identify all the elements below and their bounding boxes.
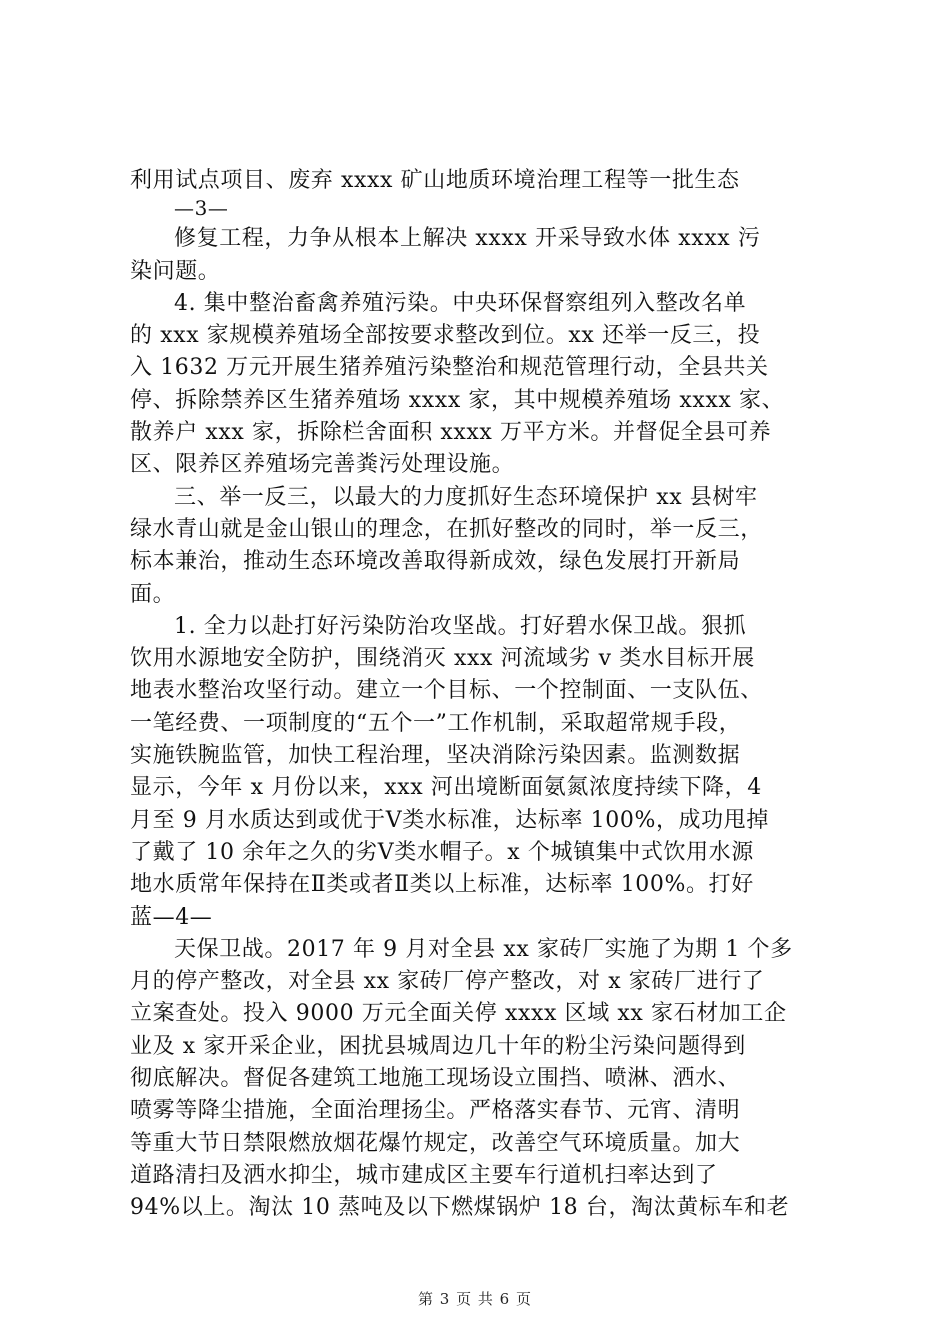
text-line: 道路清扫及洒水抑尘，城市建成区主要车行道机扫率达到了 (130, 1162, 718, 1188)
text-line: 标本兼治，推动生态环境改善取得新成效，绿色发展打开新局 (130, 549, 741, 575)
text-line: 喷雾等降尘措施，全面治理扬尘。严格落实春节、元宵、清明 (130, 1098, 741, 1124)
text-line: 彻底解决。督促各建筑工地施工现场设立围挡、喷淋、洒水、 (130, 1066, 741, 1092)
paragraph-start-line: 4. 集中整治畜禽养殖污染。中央环保督察组列入整改名单 (174, 290, 747, 316)
page-footer: 第 3 页 共 6 页 (418, 1290, 532, 1308)
paragraph-start-line: 1. 全力以赴打好污染防治攻坚战。打好碧水保卫战。狠抓 (174, 613, 747, 639)
text-line: 入 1632 万元开展生猪养殖污染整治和规范管理行动，全县共关 (130, 355, 769, 381)
text-line: 94%以上。淘汰 10 蒸吨及以下燃煤锅炉 18 台，淘汰黄标车和老 (130, 1195, 790, 1221)
text-line: 区、限养区养殖场完善粪污处理设施。 (130, 452, 515, 478)
text-line: 地水质常年保持在Ⅱ类或者Ⅱ类以上标准，达标率 100%。打好 (130, 872, 754, 898)
text-line: 地表水整治攻坚行动。建立一个目标、一个控制面、一支队伍、 (130, 678, 763, 704)
text-line: 了戴了 10 余年之久的劣Ⅴ类水帽子。x 个城镇集中式饮用水源 (130, 839, 754, 865)
text-line: 一笔经费、一项制度的“五个一”工作机制，采取超常规手段， (130, 710, 742, 736)
text-line: 实施铁腕监管，加快工程治理，坚决消除污染因素。监测数据 (130, 743, 741, 769)
text-line: 散养户 xxx 家，拆除栏舍面积 xxxx 万平方米。并督促全县可养 (130, 420, 772, 446)
text-line: 立案查处。投入 9000 万元全面关停 xxxx 区域 xx 家石材加工企 (130, 1001, 787, 1027)
text-line: 月至 9 月水质达到或优于Ⅴ类水标准，达标率 100%，成功甩掉 (130, 807, 769, 833)
text-line: 利用试点项目、废弃 xxxx 矿山地质环境治理工程等一批生态 (130, 168, 740, 193)
text-line: 绿水青山就是金山银山的理念，在抓好整改的同时，举一反三， (130, 516, 763, 542)
text-line: 面。 (130, 581, 176, 607)
text-line: 等重大节日禁限燃放烟花爆竹规定，改善空气环境质量。加大 (130, 1130, 741, 1156)
section-heading-line: 三、举一反三，以最大的力度抓好生态环境保护 xx 县树牢 (174, 484, 758, 510)
text-line: 饮用水源地安全防护，围绕消灭 xxx 河流域劣 v 类水目标开展 (130, 646, 755, 672)
text-line: 蓝—4— (130, 904, 213, 930)
document-body (130, 165, 840, 1225)
paragraph-start-line: 修复工程，力争从根本上解决 xxxx 开采导致水体 xxxx 污 (174, 226, 761, 252)
text-line: 业及 x 家开采企业，困扰县城周边几十年的粉尘污染问题得到 (130, 1033, 746, 1059)
text-line: 停、拆除禁养区生猪养殖场 xxxx 家，其中规模养殖场 xxxx 家、 (130, 387, 785, 413)
page-marker: —3— (174, 196, 229, 221)
paragraph-start-line: 天保卫战。2017 年 9 月对全县 xx 家砖厂实施了为期 1 个多 (174, 936, 793, 962)
text-line: 显示，今年 x 月份以来，xxx 河出境断面氨氮浓度持续下降，4 (130, 775, 762, 801)
text-line: 月的停产整改，对全县 xx 家砖厂停产整改，对 x 家砖厂进行了 (130, 969, 765, 995)
text-line: 染问题。 (130, 258, 221, 284)
text-line: 的 xxx 家规模养殖场全部按要求整改到位。xx 还举一反三，投 (130, 323, 761, 349)
